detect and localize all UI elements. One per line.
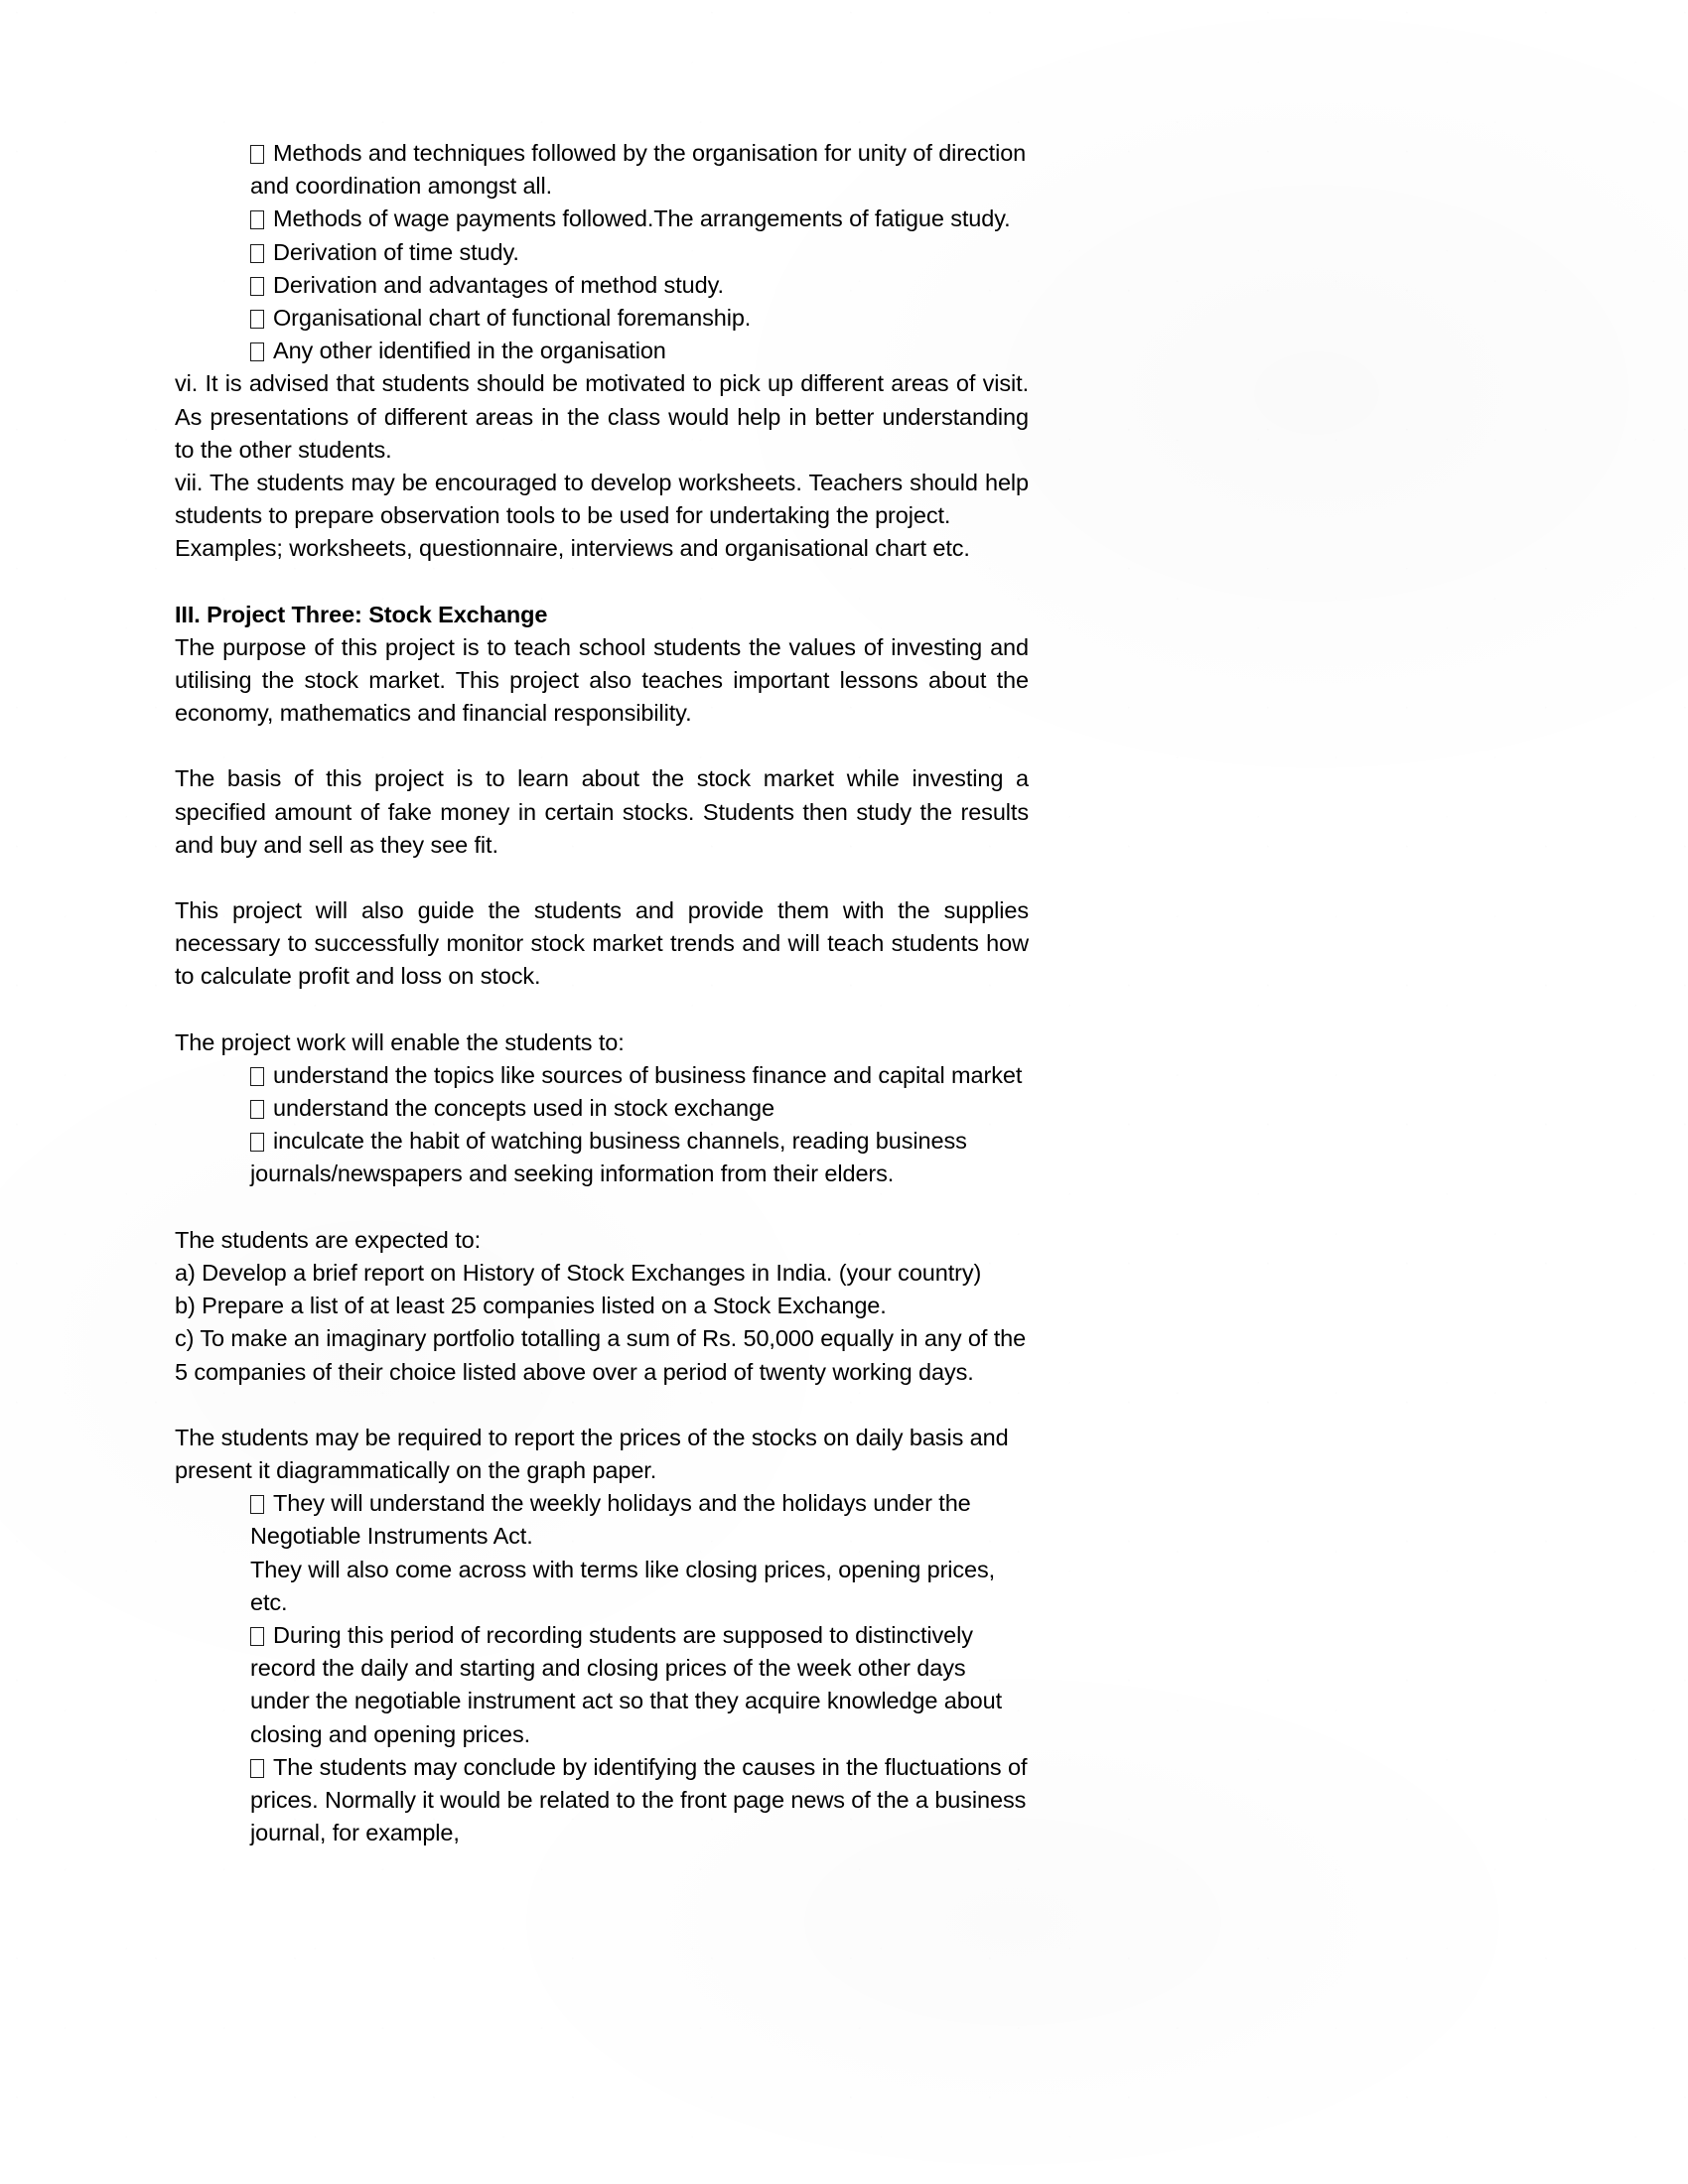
bullet-list-holidays bbox=[175, 1487, 1029, 1849]
list-item bbox=[250, 236, 1029, 269]
paragraph-expected-intro: The students are expected to: bbox=[175, 1226, 482, 1253]
spacer bbox=[175, 862, 1029, 894]
list-item bbox=[250, 1092, 1029, 1125]
empty-box-bullet-icon bbox=[250, 310, 264, 329]
page-title-project-three: III. Project Three: Stock Exchange bbox=[175, 601, 548, 627]
list-item-label: Derivation of time study. bbox=[273, 238, 519, 265]
spacer bbox=[175, 1389, 1029, 1422]
list-item-label: Any other identified in the organisation bbox=[273, 338, 666, 364]
empty-box-bullet-icon bbox=[250, 342, 264, 361]
empty-box-bullet-icon bbox=[250, 1133, 264, 1152]
list-item: a) Develop a brief report on History of Stock Exchanges in India. (your country) bbox=[175, 1259, 982, 1286]
list-item bbox=[250, 1619, 1029, 1751]
document-body bbox=[175, 137, 1029, 1849]
paragraph-item-vii: vii. The students may be encouraged to develop worksheets. Teachers should help students to prepare observation tools to be used for undertaking the project. bbox=[175, 470, 1029, 529]
spacer bbox=[175, 994, 1029, 1026]
list-item bbox=[250, 203, 1029, 235]
bullet-list-enable bbox=[175, 1059, 1029, 1191]
empty-box-bullet-icon bbox=[250, 1495, 264, 1514]
paragraph-basis: The basis of this project is to learn about the stock market while investing a specified amount of fake money in certain stocks. Students then study the results and buy and sell as they see fit. bbox=[175, 765, 1029, 858]
spacer bbox=[175, 1191, 1029, 1224]
empty-box-bullet-icon bbox=[250, 277, 264, 296]
list-item bbox=[250, 335, 1029, 367]
empty-box-bullet-icon bbox=[250, 1100, 264, 1119]
list-item-label: During this period of recording students are supposed to distinctively record the daily and starting and closing prices of the week other days under the negotiable instrument act so that they acquire knowledge about closing and opening prices. bbox=[250, 1621, 1003, 1747]
spacer bbox=[175, 730, 1029, 762]
list-item-label: The students may conclude by identifying the causes in the fluctuations of prices. Normally it would be related to the front page news of the a business journal, for example, bbox=[250, 1753, 1028, 1846]
list-item: b) Prepare a list of at least 25 companies listed on a Stock Exchange. bbox=[175, 1293, 887, 1319]
list-item: c) To make an imaginary portfolio totalling a sum of Rs. 50,000 equally in any of the 5 companies of their choice listed above over a period of twenty working days. bbox=[175, 1325, 1027, 1385]
bullet-list-methods bbox=[175, 137, 1029, 367]
list-item-label: Methods of wage payments followed.The arrangements of fatigue study. bbox=[273, 205, 1011, 232]
list-item-label: Derivation and advantages of method study. bbox=[273, 271, 724, 298]
empty-box-bullet-icon bbox=[250, 1759, 264, 1778]
empty-box-bullet-icon bbox=[250, 244, 264, 263]
list-item-label: understand the topics like sources of business finance and capital market bbox=[273, 1061, 1023, 1088]
list-item-label: inculcate the habit of watching business channels, reading business journals/newspapers and seeking information from their elders. bbox=[250, 1128, 967, 1187]
list-item-label: understand the concepts used in stock exchange bbox=[273, 1095, 774, 1122]
paragraph-terms: They will also come across with terms like closing prices, opening prices, etc. bbox=[250, 1556, 996, 1615]
paragraph-item-vi: vi. It is advised that students should be motivated to pick up different areas of visit. As presentations of different areas in the class would help in better understanding to the other students. bbox=[175, 370, 1029, 463]
list-item bbox=[250, 1487, 1029, 1553]
paragraph-report-prices: The students may be required to report the prices of the stocks on daily basis and present it diagrammatically on the graph paper. bbox=[175, 1424, 1009, 1483]
list-item bbox=[250, 1751, 1029, 1850]
paragraph-enable-intro: The project work will enable the students to: bbox=[175, 1028, 625, 1055]
paragraph-purpose: The purpose of this project is to teach school students the values of investing and utilising the stock market. This project also teaches important lessons about the economy, mathematics and financial responsibility. bbox=[175, 633, 1029, 727]
paragraph-examples: Examples; worksheets, questionnaire, interviews and organisational chart etc. bbox=[175, 535, 970, 562]
list-item bbox=[250, 1125, 1029, 1190]
empty-box-bullet-icon bbox=[250, 1067, 264, 1086]
list-item bbox=[250, 137, 1029, 203]
spacer bbox=[175, 566, 1029, 599]
paragraph-guide: This project will also guide the students and provide them with the supplies necessary to successfully monitor stock market trends and will teach students how to calculate profit and loss on stock. bbox=[175, 897, 1029, 990]
empty-box-bullet-icon bbox=[250, 1627, 264, 1646]
lettered-list-expected bbox=[175, 1257, 1029, 1389]
list-item bbox=[250, 1059, 1029, 1092]
list-item-label: Methods and techniques followed by the organisation for unity of direction and coordination amongst all. bbox=[250, 140, 1027, 200]
list-item-label: They will understand the weekly holidays and the holidays under the Negotiable Instruments Act. bbox=[250, 1490, 971, 1550]
list-item-label: Organisational chart of functional foremanship. bbox=[273, 305, 752, 332]
list-item bbox=[250, 302, 1029, 335]
empty-box-bullet-icon bbox=[250, 210, 264, 229]
empty-box-bullet-icon bbox=[250, 145, 264, 164]
list-item bbox=[250, 269, 1029, 302]
